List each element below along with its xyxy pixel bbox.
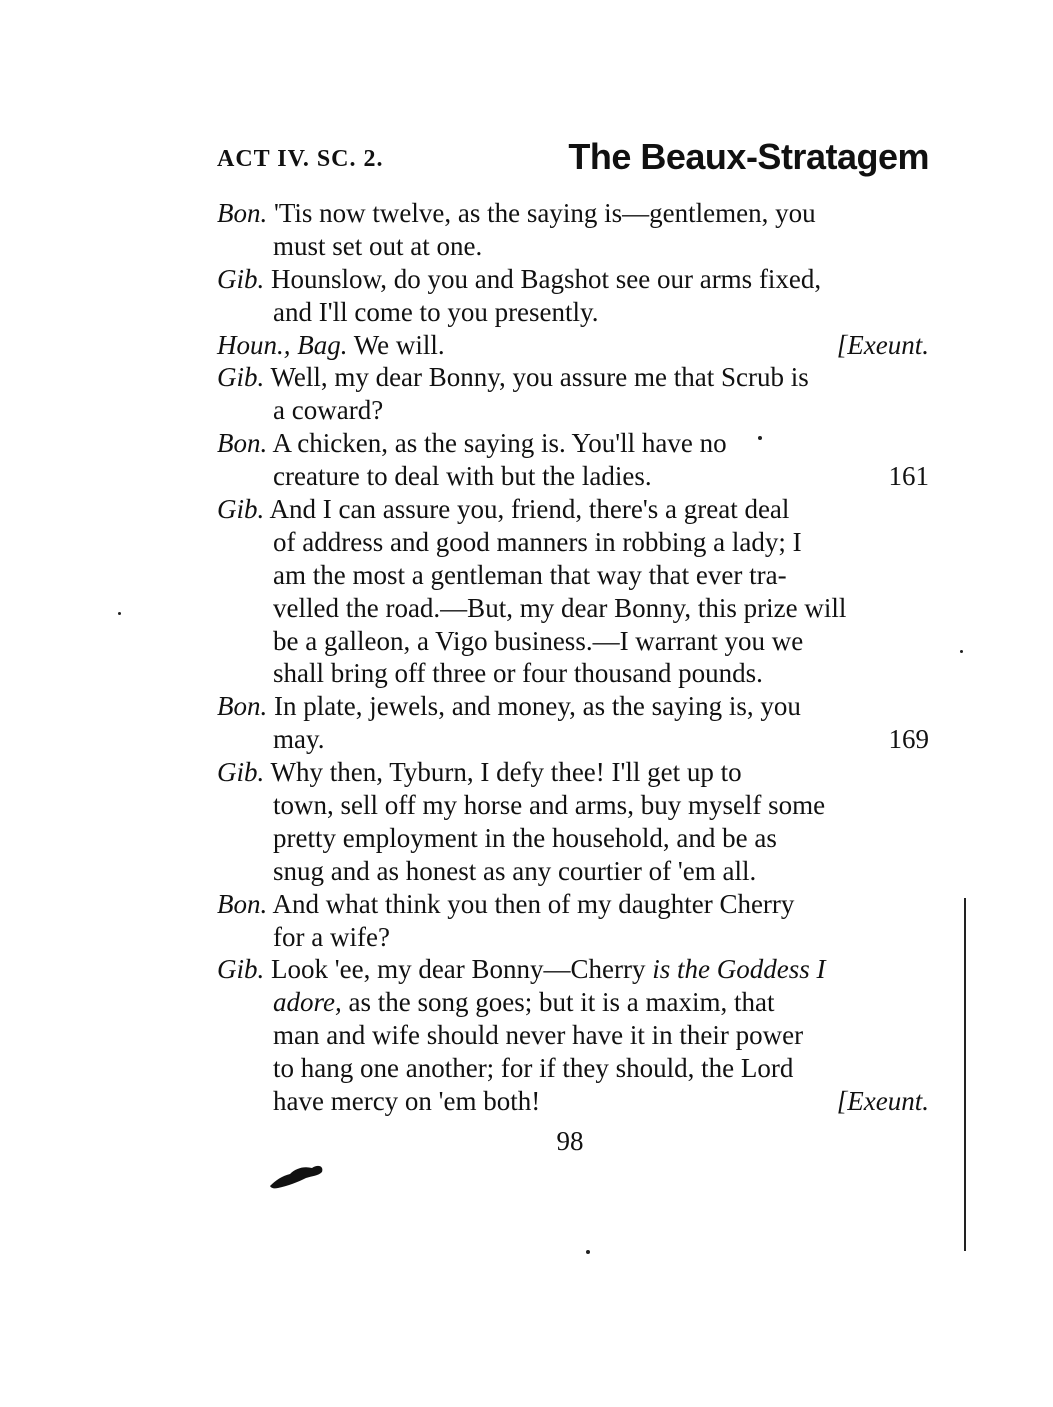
text-line xyxy=(217,921,929,954)
speaker-name: Bon. xyxy=(217,428,268,459)
speaker-name: Gib. xyxy=(217,362,265,393)
running-title: The Beaux-Stratagem xyxy=(568,136,929,177)
speck xyxy=(118,612,121,615)
italic-text: is the Goddess I xyxy=(652,954,826,985)
line-text: to hang one another; for if they should, the Lord xyxy=(273,1053,794,1084)
text-line xyxy=(217,625,929,658)
line-text: Hounslow, do you and Bagshot see our arms fixed, xyxy=(271,263,822,294)
speaker-name: Gib. xyxy=(217,494,265,525)
line-content xyxy=(217,493,789,526)
line-content xyxy=(217,329,445,362)
text-line xyxy=(217,427,929,460)
line-content xyxy=(273,230,482,263)
line-text: velled the road.—But, my dear Bonny, this prize will xyxy=(273,592,847,623)
page-number: 98 xyxy=(556,1126,584,1156)
line-text: town, sell off my horse and arms, buy myself some xyxy=(273,790,826,821)
line-text: creature to deal with but the ladies. xyxy=(273,461,652,492)
line-content xyxy=(217,953,826,986)
speaker-name: Gib. xyxy=(217,263,265,294)
line-text: and I'll come to you presently. xyxy=(273,296,599,327)
line-content xyxy=(273,460,652,493)
text-line xyxy=(217,723,929,756)
line-text: for a wife? xyxy=(273,921,390,952)
dialogue-lines xyxy=(217,197,929,953)
line-text: Well, my dear Bonny, you assure me that Scrub is xyxy=(270,362,809,393)
line-text: Look 'ee, my dear Bonny—Cherry xyxy=(271,954,653,985)
speaker-name: Bon. xyxy=(217,691,268,722)
text-line xyxy=(217,329,929,362)
line-content xyxy=(217,756,742,789)
line-text: In plate, jewels, and money, as the saying is, you xyxy=(274,691,801,722)
line-content xyxy=(217,427,727,460)
line-text: as the song goes; but it is a maxim, that xyxy=(341,987,775,1018)
line-text: must set out at one. xyxy=(273,230,483,261)
text-line xyxy=(217,263,929,296)
text-line xyxy=(217,394,929,427)
text-line xyxy=(217,822,929,855)
text-line xyxy=(217,690,929,723)
line-content xyxy=(273,855,756,888)
speck xyxy=(758,436,762,440)
line-content xyxy=(273,789,825,822)
line-text: Why then, Tyburn, I defy thee! I'll get up to xyxy=(270,757,742,788)
speaker-name: Gib. xyxy=(217,757,265,788)
line-number: 169 xyxy=(888,724,929,755)
line-text: And what think you then of my daughter Cherry xyxy=(272,888,795,919)
text-line xyxy=(217,1052,929,1085)
dialogue-text xyxy=(217,197,929,1118)
text-line xyxy=(217,953,929,986)
line-content xyxy=(273,986,774,1019)
line-text: be a galleon, a Vigo business.—I warrant you we xyxy=(273,625,804,656)
stage-direction: [Exeunt. xyxy=(836,1086,929,1117)
text-line xyxy=(217,493,929,526)
stage-direction: [Exeunt. xyxy=(836,329,929,360)
line-content xyxy=(217,263,821,296)
line-content xyxy=(217,888,794,921)
line-text: am the most a gentleman that way that ever tra- xyxy=(273,559,787,590)
line-content xyxy=(273,921,390,954)
text-line xyxy=(217,559,929,592)
speaker-name: Gib. xyxy=(217,954,265,985)
line-text: pretty employment in the household, and be as xyxy=(273,822,777,853)
line-content xyxy=(273,526,802,559)
text-line xyxy=(217,526,929,559)
line-text: 'Tis now twelve, as the saying is—gentlemen, you xyxy=(274,198,816,228)
line-content xyxy=(217,197,816,230)
speaker-name: Houn., Bag. xyxy=(217,329,348,360)
line-text: A chicken, as the saying is. You'll have no xyxy=(272,428,727,459)
section-header: ACT IV. SC. 2. xyxy=(217,146,384,172)
line-content xyxy=(273,657,763,690)
text-line xyxy=(217,986,929,1019)
line-text: shall bring off three or four thousand pounds. xyxy=(273,658,763,689)
text-line xyxy=(217,888,929,921)
line-content xyxy=(273,394,383,427)
speck xyxy=(586,1250,590,1254)
speck xyxy=(960,650,963,653)
line-text: And I can assure you, friend, there's a great deal xyxy=(269,494,790,525)
text-line xyxy=(217,789,929,822)
ink-blot xyxy=(268,1162,326,1190)
line-content xyxy=(217,361,809,394)
italic-text: adore, xyxy=(273,987,342,1018)
line-text: have mercy on 'em both! xyxy=(273,1086,541,1117)
text-line xyxy=(217,361,929,394)
text-line xyxy=(217,296,929,329)
text-line xyxy=(217,657,929,690)
line-text: snug and as honest as any courtier of 'em all. xyxy=(273,855,757,886)
text-line xyxy=(217,1019,929,1052)
line-text: We will. xyxy=(353,329,445,360)
text-line xyxy=(217,592,929,625)
line-content xyxy=(273,625,803,658)
text-line xyxy=(217,1085,929,1118)
line-content xyxy=(273,592,846,625)
text-line xyxy=(217,756,929,789)
text-line xyxy=(217,460,929,493)
speaker-name: Bon. xyxy=(217,888,268,919)
line-text: a coward? xyxy=(273,395,384,426)
line-content xyxy=(273,723,324,756)
line-text: may. xyxy=(273,724,325,755)
line-text: of address and good manners in robbing a lady; I xyxy=(273,526,802,557)
text-line xyxy=(217,855,929,888)
line-number: 161 xyxy=(888,461,929,492)
line-content xyxy=(273,559,787,592)
line-text: man and wife should never have it in their power xyxy=(273,1020,804,1051)
line-content xyxy=(273,296,599,329)
speaker-name: Bon. xyxy=(217,198,268,228)
text-line xyxy=(217,230,929,263)
line-content xyxy=(217,690,801,723)
line-content xyxy=(273,822,777,855)
text-line xyxy=(217,197,929,230)
margin-rule xyxy=(964,898,966,1251)
